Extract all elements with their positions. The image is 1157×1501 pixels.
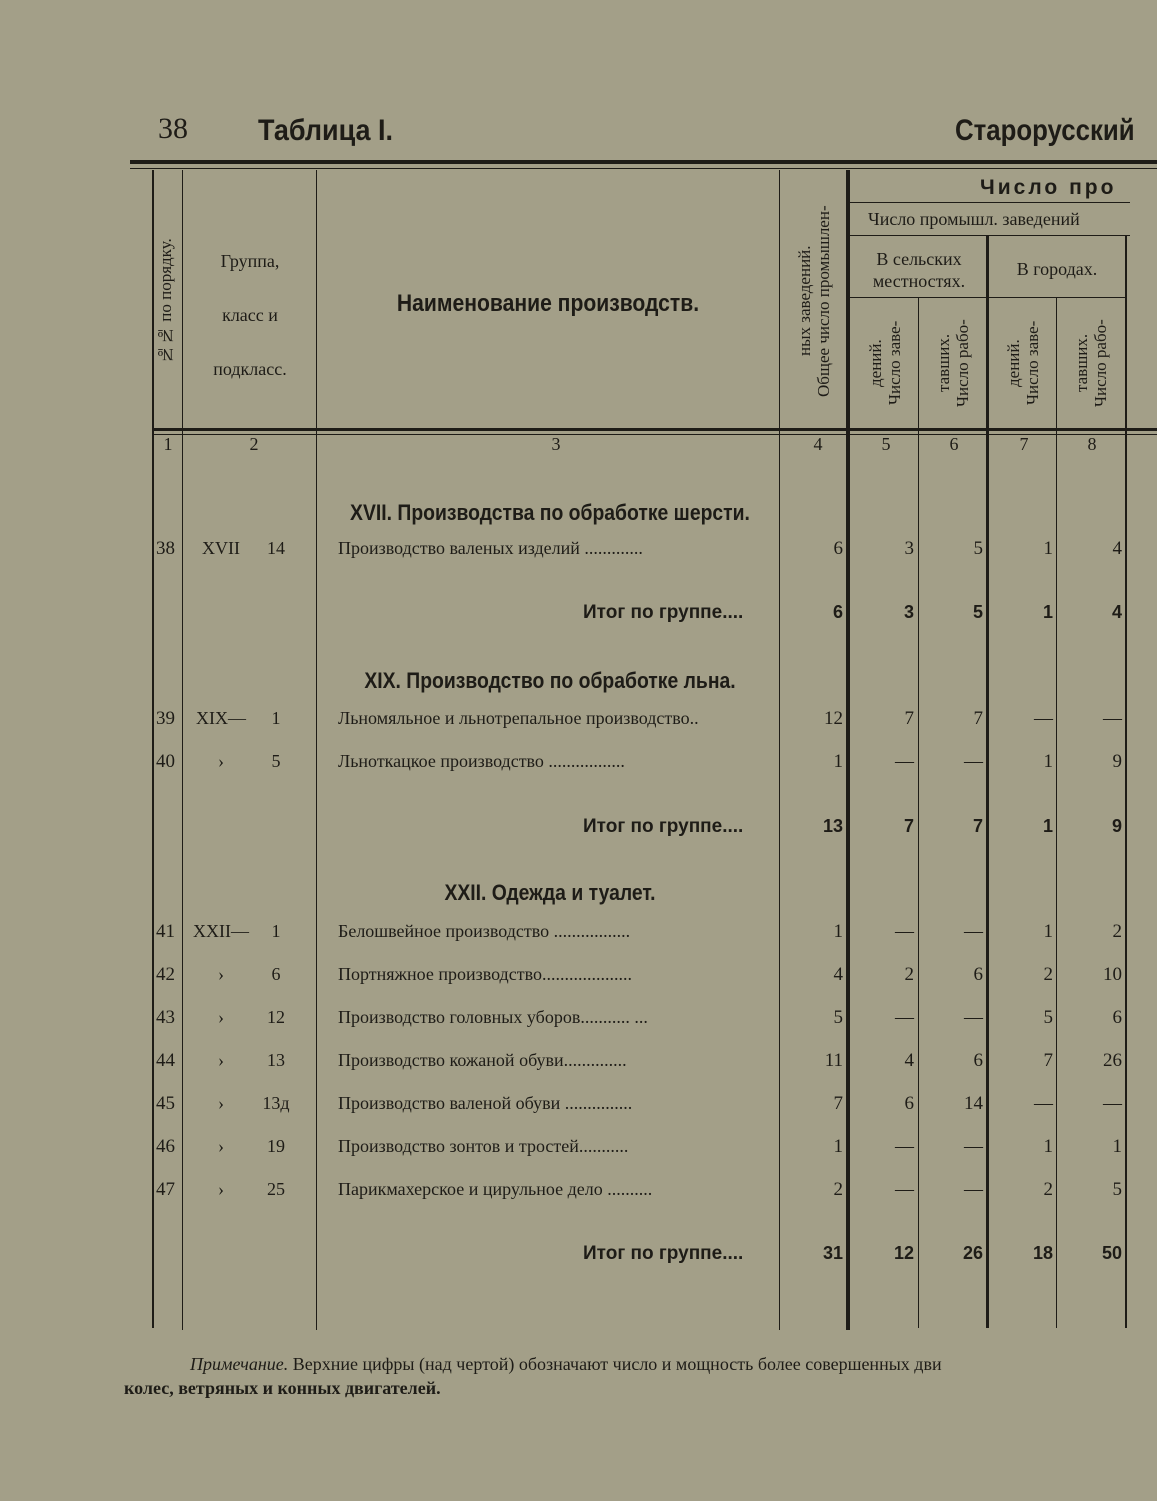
row-value: 7: [833, 1093, 843, 1114]
group-total-value: 9: [1111, 816, 1122, 836]
row-value: 7: [904, 708, 914, 729]
header-sub-line: Число заве-: [885, 320, 904, 406]
row-number: 40: [156, 751, 175, 772]
row-value: 1: [1043, 921, 1053, 942]
group-total-value: 6: [832, 602, 843, 622]
group-total-label: Итог по группе....: [583, 602, 744, 623]
group-total-value: 7: [972, 816, 983, 836]
col-divider-5: [918, 298, 919, 1328]
row-value: —: [895, 751, 914, 772]
row-value: 1: [1043, 538, 1053, 559]
row-group: XIX—: [196, 708, 246, 728]
county-title: Старорусский: [955, 114, 1135, 147]
row-group: XXII—: [193, 921, 249, 941]
production-name: Производство зонтов и тростей...........: [338, 1136, 629, 1156]
header-rural-line: В сельских: [876, 249, 962, 269]
row-value: —: [895, 1007, 914, 1028]
row-class: 25: [267, 1179, 285, 1199]
row-value: 1: [1043, 751, 1053, 772]
section-title: XXII. Одежда и туалет.: [444, 880, 656, 905]
row-value: 14: [964, 1093, 983, 1114]
row-value: —: [964, 751, 983, 772]
row-number: 44: [156, 1050, 175, 1071]
row-value: 1: [833, 751, 843, 772]
header-rule-3: [850, 297, 1126, 298]
row-value: 6: [973, 964, 983, 985]
row-group: ›: [218, 751, 224, 771]
row-value: —: [964, 921, 983, 942]
row-value: 5: [833, 1007, 843, 1028]
row-class: 13: [267, 1050, 285, 1070]
footnote-label: Примечание.: [190, 1354, 289, 1374]
production-name: Производство кожаной обуви..............: [338, 1050, 627, 1070]
col-divider-7: [1056, 298, 1057, 1328]
row-value: 2: [1043, 964, 1053, 985]
header-span-top: Число про: [980, 176, 1117, 199]
row-value: 9: [1112, 751, 1122, 772]
section-title: XIX. Производство по обработке льна.: [364, 668, 736, 693]
header-sub-line: Число рабо-: [1091, 319, 1110, 407]
row-group: ›: [218, 1093, 224, 1113]
row-class: 1: [271, 921, 281, 941]
production-name: Производство валеных изделий .............: [338, 538, 643, 558]
row-value: 26: [1103, 1050, 1122, 1071]
header-group-line: класс и: [222, 305, 278, 325]
row-group: ›: [218, 1136, 224, 1156]
row-number: 46: [156, 1136, 175, 1157]
row-number: 45: [156, 1093, 175, 1114]
group-total-value: 7: [903, 816, 914, 836]
column-number: 1: [163, 434, 173, 454]
header-sub-line: дений.: [1004, 339, 1023, 387]
row-value: —: [964, 1136, 983, 1157]
header-group: [184, 234, 316, 396]
group-total-value: 12: [893, 1243, 914, 1263]
row-number: 47: [156, 1179, 175, 1200]
row-value: 4: [904, 1050, 914, 1071]
row-value: 1: [1112, 1136, 1122, 1157]
header-rule-1: [850, 202, 1130, 203]
row-class: 12: [267, 1007, 285, 1027]
group-total-value: 18: [1032, 1243, 1053, 1263]
footnote: [190, 1352, 942, 1376]
row-class: 19: [267, 1136, 285, 1156]
column-number: 2: [249, 434, 259, 454]
header-production-name: Наименование производств.: [396, 290, 700, 317]
row-class: 14: [267, 538, 285, 558]
row-group: ›: [218, 964, 224, 984]
row-value: 2: [833, 1179, 843, 1200]
header-total-line: ных заведений.: [795, 245, 814, 357]
col-divider-6: [986, 236, 989, 1328]
group-total-value: 31: [822, 1243, 843, 1263]
row-value: —: [895, 1179, 914, 1200]
row-group: ›: [218, 1179, 224, 1199]
row-value: —: [964, 1007, 983, 1028]
header-sub-line: тавших.: [934, 333, 953, 393]
row-value: 6: [833, 538, 843, 559]
group-total-value: 5: [972, 602, 983, 622]
row-value: 4: [833, 964, 843, 985]
row-value: 3: [904, 538, 914, 559]
header-rural-establishments: [852, 302, 918, 424]
group-total-value: 1: [1042, 602, 1053, 622]
row-value: 5: [1043, 1007, 1053, 1028]
row-value: 2: [904, 964, 914, 985]
group-total-value: 50: [1101, 1243, 1122, 1263]
col-divider-3: [779, 170, 780, 1330]
production-name: Парикмахерское и цирульное дело ..........: [338, 1179, 653, 1199]
group-total-value: 1: [1042, 816, 1053, 836]
production-name: Производство валеной обуви ...............: [338, 1093, 633, 1113]
row-number: 39: [156, 708, 175, 729]
column-number: 6: [949, 434, 959, 454]
row-value: —: [1103, 708, 1122, 729]
row-group: XVII: [202, 538, 240, 558]
group-total-label: Итог по группе....: [583, 1243, 744, 1264]
header-urban-workers: [1058, 302, 1124, 424]
row-value: —: [964, 1179, 983, 1200]
header-total-line: Общее число промышлен-: [814, 205, 833, 397]
row-value: 7: [973, 708, 983, 729]
header-rural: [852, 248, 986, 292]
row-value: —: [1103, 1093, 1122, 1114]
header-row-number: №№ по порядку.: [156, 238, 175, 364]
group-total-value: 13: [822, 816, 843, 836]
header-total-establishments: [784, 176, 844, 426]
column-number: 5: [881, 434, 891, 454]
row-value: 2: [1112, 921, 1122, 942]
production-name: Льномяльное и льнотрепальное производство..: [338, 708, 699, 728]
row-number: 41: [156, 921, 175, 942]
row-class: 5: [271, 751, 281, 771]
row-class: 13д: [262, 1093, 290, 1113]
header-group-line: подкласс.: [213, 359, 287, 379]
row-value: —: [1034, 1093, 1053, 1114]
production-name: Производство головных уборов........... ...: [338, 1007, 648, 1027]
header-sub-line: дений.: [866, 339, 885, 387]
row-value: 11: [824, 1050, 843, 1071]
row-value: 6: [973, 1050, 983, 1071]
row-value: 6: [904, 1093, 914, 1114]
footnote-continued: колес, ветряных и конных двигателей.: [124, 1378, 441, 1398]
row-number: 42: [156, 964, 175, 985]
row-class: 6: [271, 964, 281, 984]
header-sub-line: тавших.: [1072, 333, 1091, 393]
row-value: —: [1034, 708, 1053, 729]
row-number: 43: [156, 1007, 175, 1028]
row-value: 1: [1043, 1136, 1053, 1157]
top-rule-thin: [130, 168, 1157, 169]
row-value: 6: [1112, 1007, 1122, 1028]
group-total-value: 3: [903, 602, 914, 622]
column-number: 3: [551, 434, 561, 454]
col-divider-4: [846, 170, 850, 1330]
header-bottom-thick: [152, 428, 1157, 431]
header-rural-line: местностях.: [872, 271, 966, 291]
row-value: —: [895, 921, 914, 942]
header-group-line: Группа,: [220, 251, 280, 271]
section-title: XVII. Производства по обработке шерсти.: [350, 500, 750, 525]
header-rule-2: [850, 235, 1130, 236]
row-value: 2: [1043, 1179, 1053, 1200]
header-urban-establishments: [990, 302, 1056, 424]
row-value: 1: [833, 1136, 843, 1157]
header-span-second: Число промышл. заведений: [868, 209, 1080, 229]
column-number: 8: [1087, 434, 1097, 454]
header-urban: В городах.: [1016, 259, 1098, 279]
row-value: 5: [1112, 1179, 1122, 1200]
header-sub-line: Число заве-: [1023, 320, 1042, 406]
production-name: Льноткацкое производство .................: [338, 751, 625, 771]
top-rule-thick: [130, 160, 1157, 164]
row-value: 4: [1112, 538, 1122, 559]
group-total-value: 26: [962, 1243, 983, 1263]
row-value: 7: [1043, 1050, 1053, 1071]
col-divider-8: [1125, 236, 1127, 1328]
row-value: 1: [833, 921, 843, 942]
column-number: 4: [813, 434, 823, 454]
column-number: 7: [1019, 434, 1029, 454]
row-value: 10: [1103, 964, 1122, 985]
header-rural-workers: [920, 302, 986, 424]
production-name: Белошвейное производство .................: [338, 921, 631, 941]
row-value: 5: [973, 538, 983, 559]
row-group: ›: [218, 1050, 224, 1070]
row-value: —: [895, 1136, 914, 1157]
table-title: Таблица I.: [258, 114, 394, 147]
header-sub-line: Число рабо-: [953, 319, 972, 407]
page-number: 38: [158, 112, 188, 145]
row-group: ›: [218, 1007, 224, 1027]
production-name: Портняжное производство....................: [338, 964, 632, 984]
footnote-line-1: Верхние цифры (над чертой) обозначают число и мощность более совершенных дви: [288, 1354, 942, 1374]
row-number: 38: [156, 538, 175, 559]
group-total-value: 4: [1111, 602, 1122, 622]
row-value: 12: [824, 708, 843, 729]
col-divider-2: [316, 170, 317, 1330]
row-class: 1: [271, 708, 281, 728]
group-total-label: Итог по группе....: [583, 816, 744, 837]
